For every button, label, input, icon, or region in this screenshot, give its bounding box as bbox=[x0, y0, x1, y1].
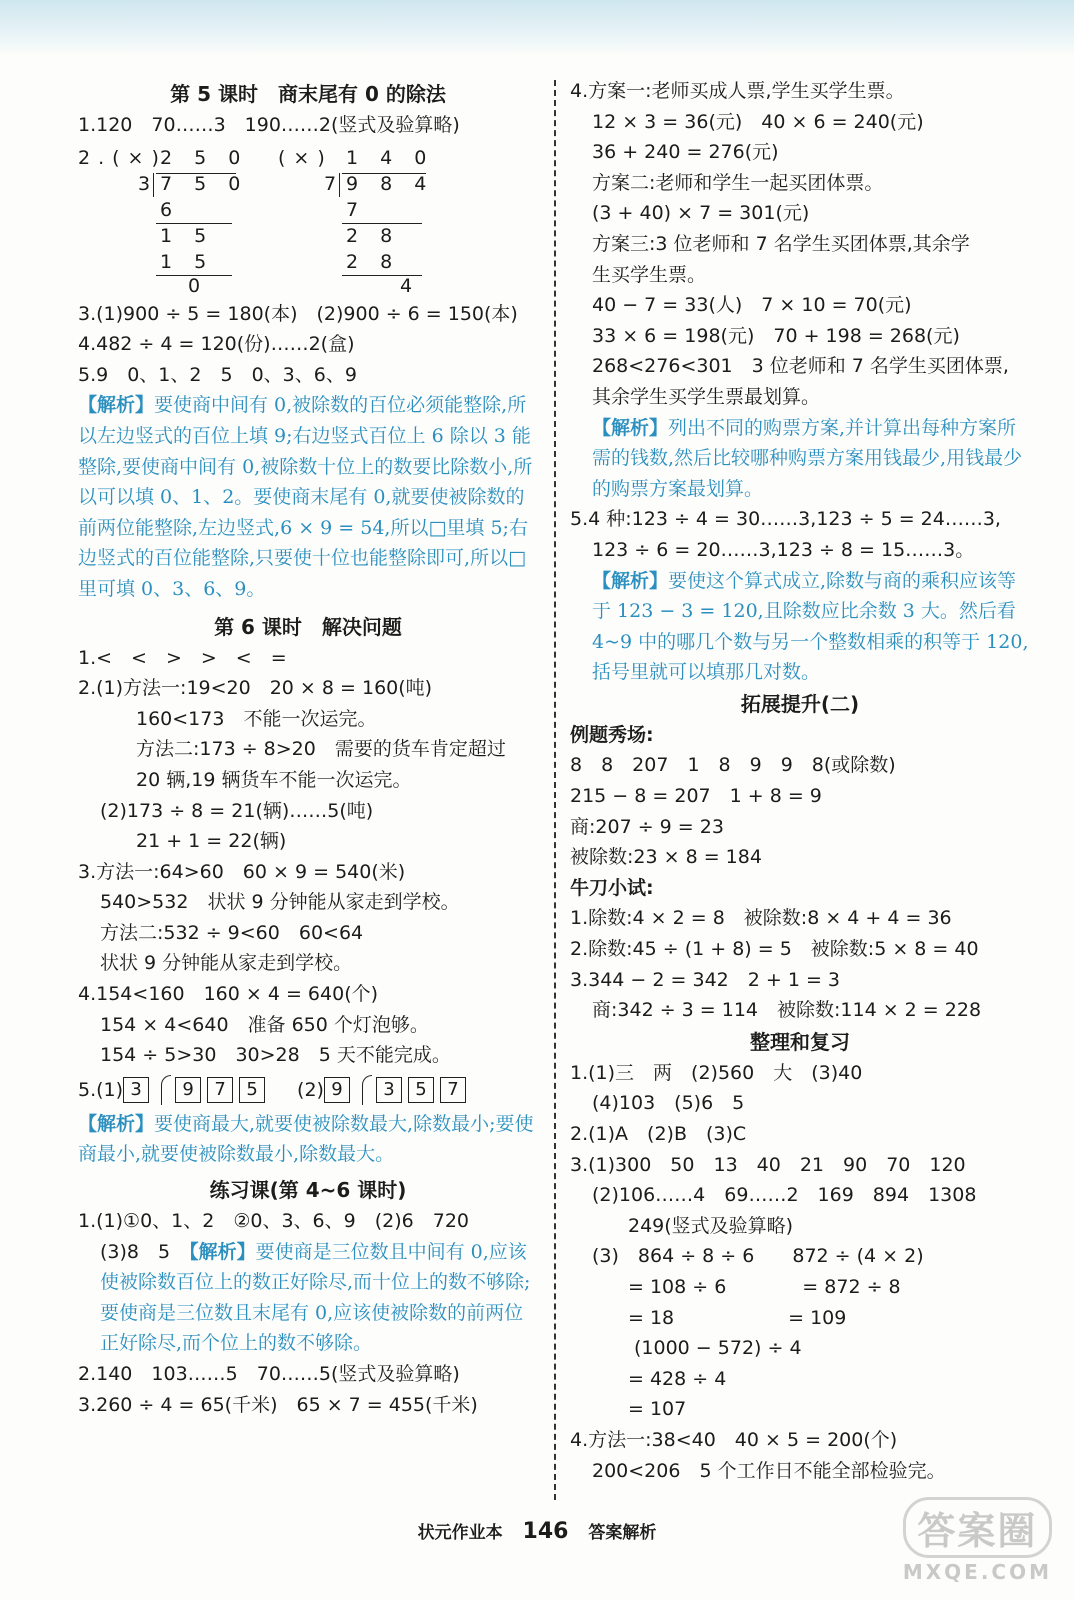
lesson6-q3-c: 方法二:532 ÷ 9<60 60<64 bbox=[100, 921, 364, 944]
digit-box: 7 bbox=[440, 1077, 466, 1103]
long-division-pair bbox=[78, 143, 538, 297]
plan-analysis bbox=[570, 413, 1030, 505]
division-b-step1: 7 bbox=[346, 198, 367, 221]
analysis-tag: 【解析】 bbox=[189, 1240, 256, 1263]
review-line11: = 428 ÷ 4 bbox=[628, 1367, 727, 1390]
plan-q4-b: 12 × 3 = 36(元) 40 × 6 = 240(元) bbox=[592, 110, 924, 133]
lesson6-q5-boxes bbox=[78, 1071, 538, 1109]
watermark-text: 答案圈 bbox=[903, 1497, 1052, 1558]
lesson5-q1: 1.120 70……3 190……2(竖式及验算略) bbox=[78, 114, 460, 136]
digit-box: 3 bbox=[376, 1077, 402, 1103]
division-a-line1 bbox=[156, 223, 232, 224]
division-b-step3: 2 8 bbox=[346, 250, 401, 273]
plan-q4-f: 方案三:3 位老师和 7 名学生买团体票,其余学 bbox=[592, 232, 970, 255]
example-subhead: 例题秀场: bbox=[570, 723, 654, 746]
division-b-quotient: 1 4 0 bbox=[346, 146, 435, 169]
review-line12: = 107 bbox=[628, 1398, 687, 1421]
analysis-tag: 【解析】 bbox=[78, 394, 155, 417]
lesson6-q2-e: (2)173 ÷ 8 = 21(辆)……5(吨) bbox=[100, 799, 374, 822]
lesson6-q3-b: 540>532 状状 9 分钟能从家走到学校。 bbox=[100, 891, 460, 914]
right-q5-b: 123 ÷ 6 = 20……3,123 ÷ 8 = 15……3。 bbox=[592, 538, 975, 561]
review-title: 整理和复习 bbox=[750, 1029, 850, 1054]
example-line3: 商:207 ÷ 9 = 23 bbox=[570, 815, 724, 838]
lesson6-q1: 1.< < > > < = bbox=[78, 646, 287, 669]
lesson6-q5-prefix2: (2) bbox=[297, 1078, 324, 1101]
trial-line4: 商:342 ÷ 3 = 114 被除数:114 × 2 = 228 bbox=[592, 999, 982, 1022]
lesson5-q3: 3.(1)900 ÷ 5 = 180(本) (2)900 ÷ 6 = 150(本) bbox=[78, 302, 518, 325]
review-line5: (2)106……4 69……2 169 894 1308 bbox=[592, 1184, 977, 1207]
division-a-dividend: 7 5 0 bbox=[160, 172, 249, 195]
right-q5-analysis bbox=[570, 566, 1030, 688]
review-line13: 4.方法一:38<40 40 × 5 = 200(个) bbox=[570, 1428, 898, 1451]
exercise-title: 练习课(第 4~6 课时) bbox=[209, 1178, 407, 1203]
lesson6-q2-a: 2.(1)方法一:19<20 20 × 8 = 160(吨) bbox=[78, 677, 433, 700]
analysis-tag: 【解析】 bbox=[592, 569, 669, 592]
right-q5-analysis-text: 要使这个算式成立,除数与商的乘积应该等于 123 − 3 = 120,且除数应比余数 3 大。然后看 4~9 中的哪几个数与另一个整数相乘的积等于 120,括号里就可以填那几对数。 bbox=[592, 569, 1029, 684]
lesson6-q2-f: 21 + 1 = 22(辆) bbox=[136, 830, 287, 853]
plan-q4-c: 36 + 240 = 276(元) bbox=[592, 141, 779, 164]
exercise-q1-a: 1.(1)①0、1、2 ②0、3、6、9 (2)6 720 bbox=[78, 1210, 469, 1233]
lesson5-q2-label: 2.(×) bbox=[78, 146, 167, 169]
analysis-tag: 【解析】 bbox=[592, 416, 669, 439]
plan-q4-h: 40 − 7 = 33(人) 7 × 10 = 70(元) bbox=[592, 294, 912, 317]
exercise-q3: 3.260 ÷ 4 = 65(千米) 65 × 7 = 455(千米) bbox=[78, 1393, 478, 1416]
division-a-step2: 1 5 bbox=[160, 224, 215, 247]
review-line3: 2.(1)A (2)B (3)C bbox=[570, 1123, 747, 1145]
lesson6-title: 第 6 课时 解决问题 bbox=[214, 614, 402, 639]
exercise-q1-b-answer: (3)8 5 bbox=[100, 1240, 190, 1263]
lesson6-q2-b: 160<173 不能一次运完。 bbox=[136, 707, 377, 730]
division-b-bracket bbox=[339, 173, 340, 197]
watermark-logo bbox=[903, 1497, 1052, 1584]
trial-subhead: 牛刀小试: bbox=[570, 876, 654, 899]
lesson6-q3-a: 3.方法一:64>60 60 × 9 = 540(米) bbox=[78, 860, 406, 883]
footer-book-name: 状元作业本 bbox=[417, 1523, 503, 1543]
example-line1: 8 8 207 1 8 9 9 8(或除数) bbox=[570, 754, 896, 777]
extension-title: 拓展提升(二) bbox=[740, 691, 860, 716]
plan-analysis-text: 列出不同的购票方案,并计算出每种方案所需的钱数,然后比较哪种购票方案用钱最少,用钱最少的购票方案最划算。 bbox=[592, 416, 1023, 500]
review-line1: 1.(1)三 两 (2)560 大 (3)40 bbox=[570, 1061, 863, 1084]
digit-box: 5 bbox=[408, 1077, 434, 1103]
plan-q4-g: 生买学生票。 bbox=[592, 263, 707, 286]
division-bracket bbox=[362, 1075, 372, 1105]
plan-q4-a: 4.方案一:老师买成人票,学生买学生票。 bbox=[570, 80, 905, 102]
lesson6-q2-c: 方法二:173 ÷ 8>20 需要的货车肯定超过 bbox=[136, 738, 506, 761]
division-a-step3: 1 5 bbox=[160, 250, 215, 273]
plan-q4-k: 其余学生买学生票最划算。 bbox=[592, 385, 821, 408]
division-b-divisor: 7 bbox=[324, 172, 345, 195]
lesson6-q2-d: 20 辆,19 辆货车不能一次运完。 bbox=[136, 768, 412, 791]
review-line9: = 18 = 109 bbox=[628, 1306, 847, 1329]
plan-q4-d: 方案二:老师和学生一起买团体票。 bbox=[592, 171, 884, 194]
page-number: 146 bbox=[522, 1519, 569, 1544]
column-divider bbox=[554, 80, 556, 1500]
right-column bbox=[570, 76, 1030, 1486]
review-line10: (1000 − 572) ÷ 4 bbox=[634, 1337, 802, 1360]
division-a-quotient: 2 5 0 bbox=[160, 146, 249, 169]
exercise-q1-b bbox=[78, 1237, 538, 1359]
digit-box: 9 bbox=[324, 1077, 350, 1103]
trial-line1: 1.除数:4 × 2 = 8 被除数:8 × 4 + 4 = 36 bbox=[570, 907, 952, 930]
division-b-line1 bbox=[342, 223, 422, 224]
division-bracket bbox=[161, 1075, 171, 1105]
division-a-step1: 6 bbox=[160, 198, 181, 221]
plan-q4-e: (3 + 40) × 7 = 301(元) bbox=[592, 202, 810, 225]
trial-line2: 2.除数:45 ÷ (1 + 8) = 5 被除数:5 × 8 = 40 bbox=[570, 938, 979, 961]
review-line14: 200<206 5 个工作日不能全部检验完。 bbox=[592, 1459, 946, 1482]
digit-box: 5 bbox=[239, 1077, 265, 1103]
lesson6-analysis-text: 要使商最大,就要使被除数最大,除数最小;要使商最小,就要使被除数最小,除数最大。 bbox=[78, 1112, 534, 1166]
division-a-remainder: 0 bbox=[188, 274, 209, 297]
exercise-q2: 2.140 103……5 70……5(竖式及验算略) bbox=[78, 1363, 460, 1385]
lesson6-analysis bbox=[78, 1109, 538, 1170]
lesson6-q4-c: 154 ÷ 5>30 30>28 5 天不能完成。 bbox=[100, 1044, 451, 1067]
plan-q4-i: 33 × 6 = 198(元) 70 + 198 = 268(元) bbox=[592, 324, 960, 347]
lesson5-analysis bbox=[78, 390, 538, 604]
lesson5-q4: 4.482 ÷ 4 = 120(份)……2(盒) bbox=[78, 333, 355, 356]
analysis-tag: 【解析】 bbox=[78, 1112, 155, 1135]
left-column bbox=[78, 78, 538, 1420]
division-b-dividend: 9 8 4 bbox=[346, 172, 435, 195]
digit-box: 9 bbox=[175, 1077, 201, 1103]
lesson5-analysis-text: 要使商中间有 0,被除数的百位必须能整除,所以左边竖式的百位上填 9;右边竖式百位上 6 除以 3 能整除,要使商中间有 0,被除数十位上的数要比除数小,所以可以填 0、1、2。要使商末尾有 0,就要使被除数的前两位能整除,左边竖式,6 × 9 = 54,所以□里填 5;右边竖式的百位能整除,只要使十位也能整除即可,所以□里可填 0、3、6、9。 bbox=[78, 394, 533, 600]
example-line4: 被除数:23 × 8 = 184 bbox=[570, 846, 762, 869]
lesson6-q3-d: 状状 9 分钟能从家走到学校。 bbox=[100, 952, 353, 975]
division-b-remainder: 4 bbox=[400, 274, 421, 297]
review-line2: (4)103 (5)6 5 bbox=[592, 1092, 745, 1115]
example-line2: 215 − 8 = 207 1 + 8 = 9 bbox=[570, 785, 822, 808]
division-a-divisor: 3 bbox=[138, 172, 159, 195]
lesson6-q4-b: 154 × 4<640 准备 650 个灯泡够。 bbox=[100, 1013, 429, 1036]
digit-box: 7 bbox=[207, 1077, 233, 1103]
lesson5-q2-label2: (×) bbox=[278, 146, 333, 169]
review-line8: = 108 ÷ 6 = 872 ÷ 8 bbox=[628, 1275, 901, 1298]
exercise-analysis-text: 要使商是三位数且中间有 0,应该使被除数百位上的数正好除尽,而十位上的数不够除;要使商是三位数且末尾有 0,应该使被除数的前两位正好除尽,而个位上的数不够除。 bbox=[100, 1240, 531, 1355]
plan-q4-j: 268<276<301 3 位老师和 7 名学生买团体票, bbox=[592, 355, 1009, 378]
lesson5-title: 第 5 课时 商末尾有 0 的除法 bbox=[170, 82, 446, 106]
review-line4: 3.(1)300 50 13 40 21 90 70 120 bbox=[570, 1153, 966, 1176]
trial-line3: 3.344 − 2 = 342 2 + 1 = 3 bbox=[570, 968, 841, 991]
footer-section: 答案解析 bbox=[588, 1523, 657, 1543]
digit-box: 3 bbox=[123, 1077, 149, 1103]
right-q5-a: 5.4 种:123 ÷ 4 = 30……3,123 ÷ 5 = 24……3, bbox=[570, 508, 1001, 531]
division-b-step2: 2 8 bbox=[346, 224, 401, 247]
lesson6-q5-prefix1: 5.(1) bbox=[78, 1078, 124, 1101]
review-line6: 249(竖式及验算略) bbox=[628, 1214, 794, 1237]
review-line7: (3) 864 ÷ 8 ÷ 6 872 ÷ (4 × 2) bbox=[592, 1245, 924, 1268]
watermark-url: MXQE.COM bbox=[902, 1560, 1052, 1584]
division-a-bracket bbox=[153, 173, 154, 197]
lesson5-q5: 5.9 0、1、2 5 0、3、6、9 bbox=[78, 363, 357, 386]
lesson6-q4-a: 4.154<160 160 × 4 = 640(个) bbox=[78, 983, 379, 1006]
